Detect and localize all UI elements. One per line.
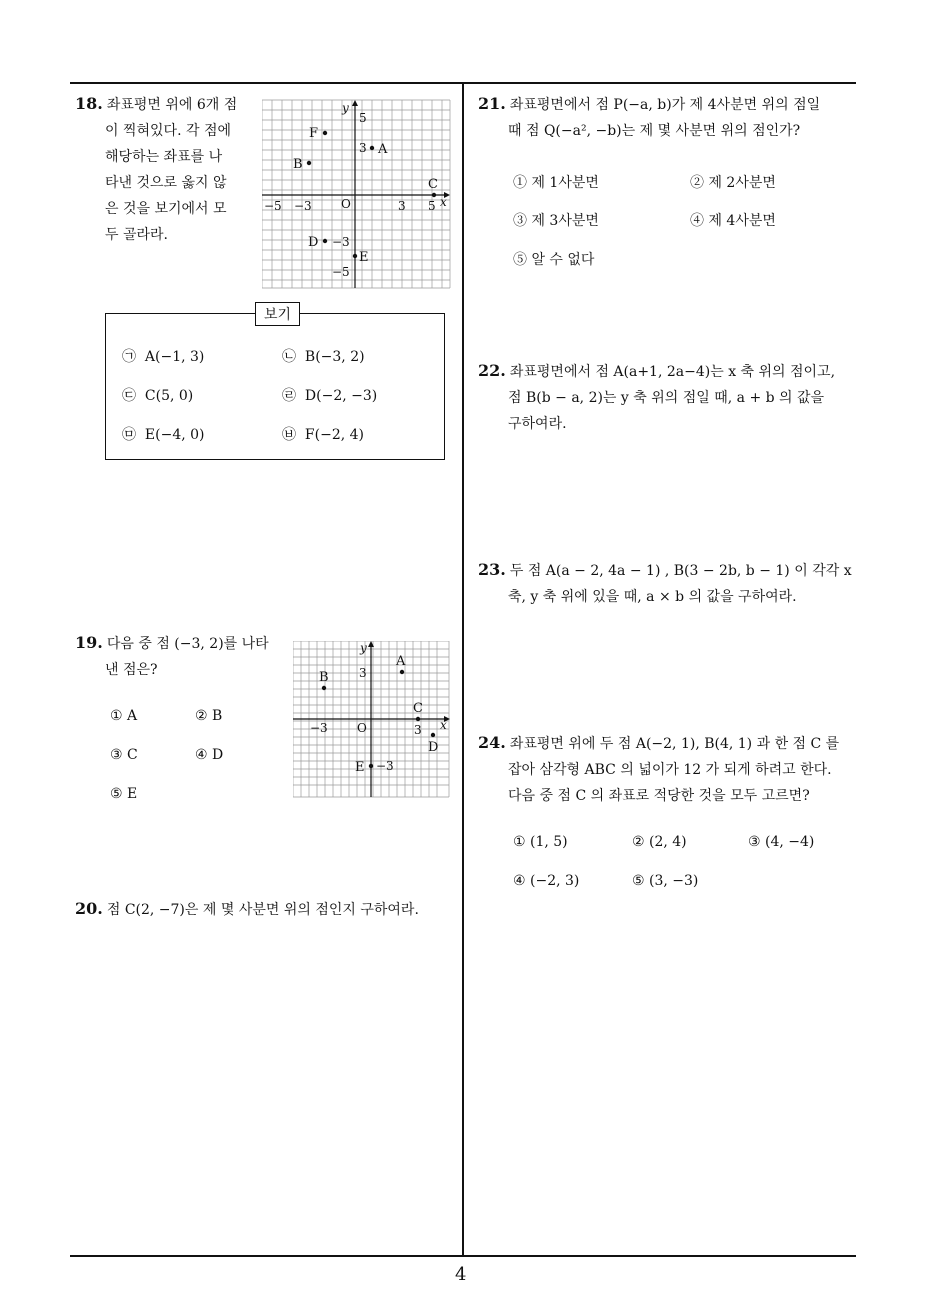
question-text: 점 C(2, −7)은 제 몇 사분면 위의 점인지 구하여라. [106,902,419,918]
question-24 [478,730,863,809]
tick-label: −3 [376,759,394,773]
question-text: 두 점 A(a − 2, 4a − 1) , B(3 − 2b, b − 1) 이 각각 x [509,563,852,579]
question-text: 두 골라라. [105,227,168,243]
question-20 [75,896,460,923]
choice[interactable]: ④ 제 4사분면 [690,213,776,229]
bogi-item: ㉢ C(5, 0) [122,388,194,404]
point-label: D [428,740,439,755]
question-text: 좌표평면에서 점 A(a+1, 2a−4)는 x 축 위의 점이고, [509,364,836,380]
choice[interactable]: ⑤ E [110,786,138,802]
y-axis-label: y [342,101,349,115]
choice[interactable]: ① A [110,708,138,724]
question-text: 잡아 삼각형 ABC 의 넓이가 12 가 되게 하려고 한다. [508,762,832,778]
choice[interactable]: ④ (−2, 3) [513,873,580,889]
point-B [322,686,326,690]
choice[interactable]: ④ D [195,747,224,763]
choice[interactable]: ② B [195,708,223,724]
point-A [370,146,374,150]
question-number: 22. [478,361,506,380]
question-text: 좌표평면에서 점 P(−a, b)가 제 4사분면 위의 점일 [509,97,821,113]
question-22 [478,358,863,437]
question-text: 은 것을 보기에서 모 [105,201,227,217]
tick-label: 3 [398,199,406,213]
tick-label: −3 [310,721,328,735]
choice[interactable]: ⑤ (3, −3) [632,873,699,889]
tick-label: 3 [359,666,367,680]
origin-label: O [357,721,367,735]
question-19 [75,630,295,683]
question-number: 24. [478,733,506,752]
question-text: 구하여라. [508,416,567,432]
question-number: 19. [75,633,103,652]
question-23 [478,557,863,610]
question-text: 축, y 축 위에 있을 때, a × b 의 값을 구하여라. [508,589,797,605]
point-D [323,239,327,243]
question-text: 타낸 것으로 옳지 않 [105,175,227,191]
bogi-item: ㉠ A(−1, 3) [122,349,205,365]
tick-label: 3 [414,723,422,737]
question-text: 좌표평면 위에 6개 점 [106,97,238,113]
question-text: 다음 중 점 C 의 좌표로 적당한 것을 모두 고르면? [508,788,810,804]
page-number: 4 [455,1264,467,1285]
choice[interactable]: ③ C [110,747,138,763]
point-D [431,733,435,737]
x-axis-label: x [440,195,447,209]
point-E [353,254,357,258]
point-label: A [396,654,406,669]
question-text: 다음 중 점 (−3, 2)를 나타 [106,636,269,652]
point-A [400,670,404,674]
tick-label: −5 [264,199,282,213]
point-label: C [413,701,423,716]
choice[interactable]: ③ 제 3사분면 [513,213,599,229]
choice[interactable]: ③ (4, −4) [748,834,815,850]
choice[interactable]: ⑤ 알 수 없다 [513,252,595,268]
coordinate-graph-18 [262,98,452,294]
choice[interactable]: ② 제 2사분면 [690,175,776,191]
question-text: 이 찍혀있다. 각 점에 [105,123,231,139]
point-label: B [293,157,303,172]
center-divider [462,82,464,1257]
point-label: E [355,760,365,775]
question-number: 18. [75,94,103,113]
question-text: 점 B(b − a, 2)는 y 축 위의 점일 때, a + b 의 값을 [508,390,825,406]
bottom-rule [70,1255,856,1257]
x-axis-label: x [440,718,447,732]
point-C [432,193,436,197]
y-axis-label: y [360,641,367,655]
choice[interactable]: ① (1, 5) [513,834,568,850]
tick-label: 5 [359,111,367,125]
bogi-item: ㉣ D(−2, −3) [282,388,378,404]
point-label: F [309,126,319,141]
point-label: E [359,250,369,265]
question-text: 낸 점은? [105,662,158,678]
point-label: C [428,177,438,192]
tick-label: 3 [359,141,367,155]
point-label: D [308,235,319,250]
question-number: 23. [478,560,506,579]
point-B [307,161,311,165]
coordinate-graph-19 [293,641,451,803]
question-number: 20. [75,899,103,918]
origin-label: O [341,197,351,211]
bogi-item: ㉥ F(−2, 4) [282,427,364,443]
choice[interactable]: ② (2, 4) [632,834,687,850]
question-text: 해당하는 좌표를 나 [105,149,223,165]
tick-label: −3 [332,235,350,249]
question-21 [478,91,863,144]
question-number: 21. [478,94,506,113]
bogi-item: ㉤ E(−4, 0) [122,427,205,443]
point-label: B [319,670,329,685]
bogi-item: ㉡ B(−3, 2) [282,349,365,365]
choice[interactable]: ① 제 1사분면 [513,175,599,191]
tick-label: 5 [428,199,436,213]
point-C [416,717,420,721]
question-text: 때 점 Q(−a², −b)는 제 몇 사분면 위의 점인가? [508,123,801,139]
tick-label: −3 [294,199,312,213]
point-label: A [378,142,388,157]
bogi-title: 보기 [255,302,300,326]
point-E [369,764,373,768]
tick-label: −5 [332,265,350,279]
question-18 [75,91,255,248]
point-F [323,131,327,135]
question-text: 좌표평면 위에 두 점 A(−2, 1), B(4, 1) 과 한 점 C 를 [509,736,840,752]
